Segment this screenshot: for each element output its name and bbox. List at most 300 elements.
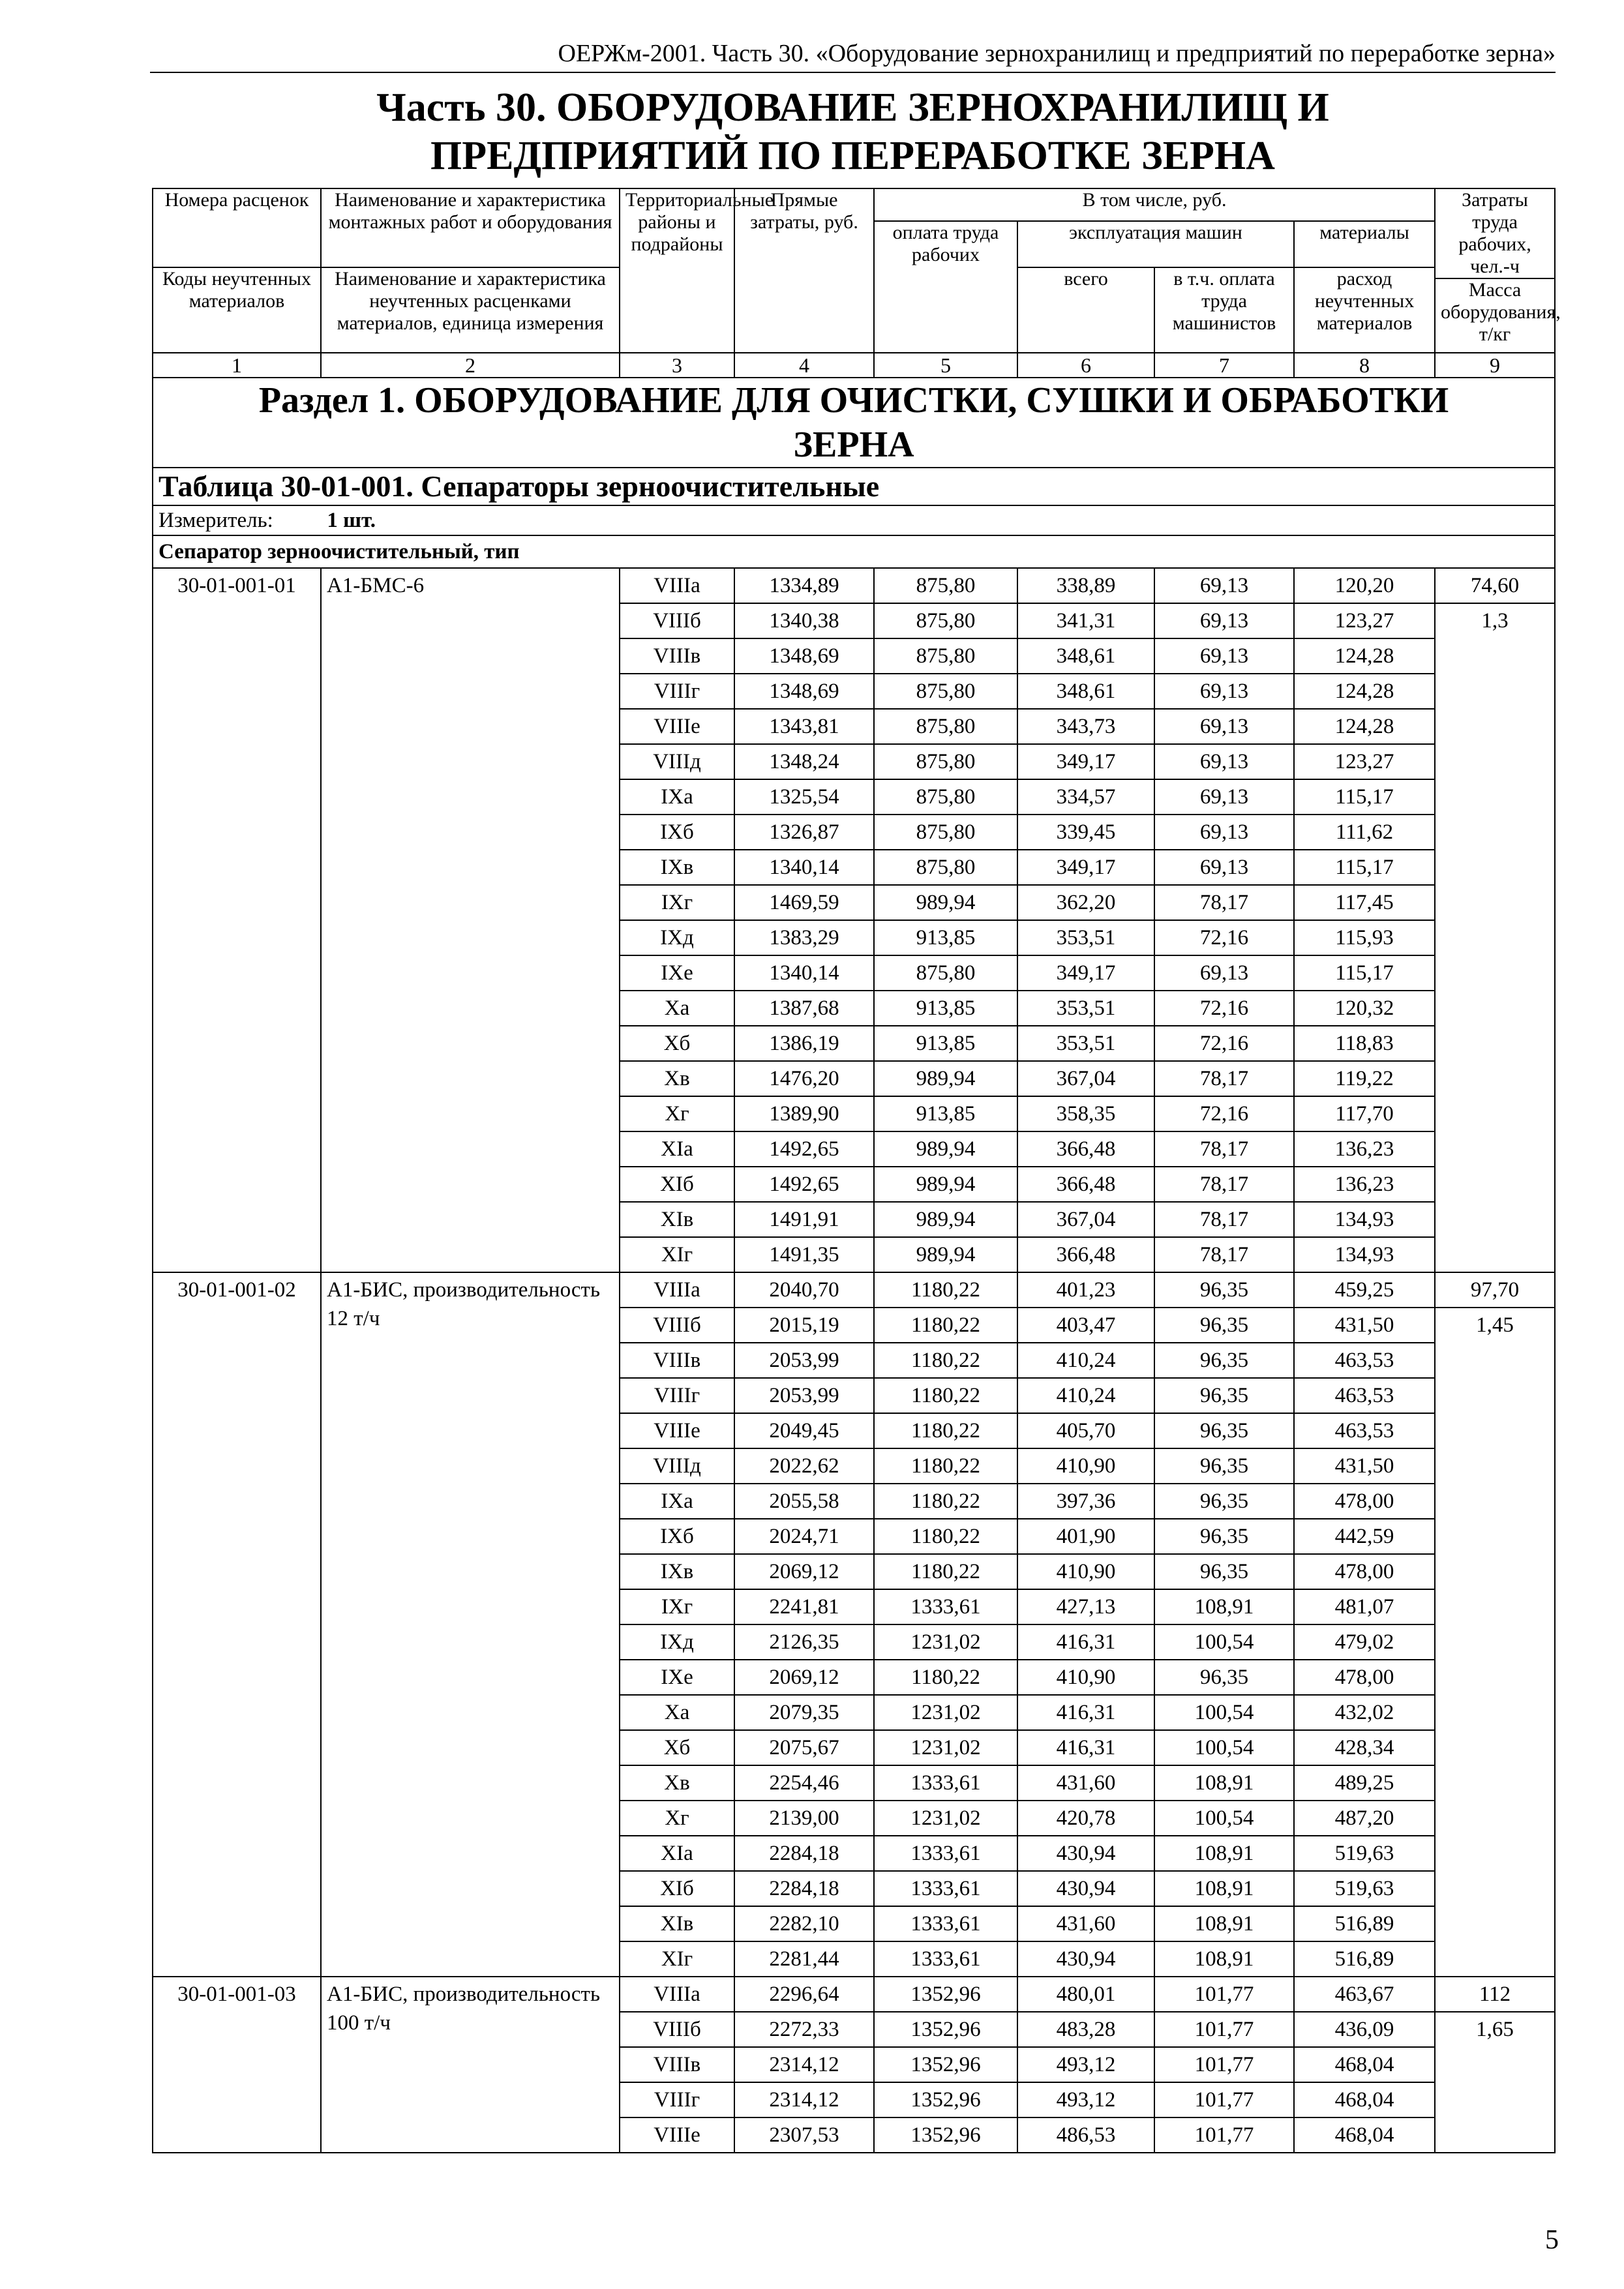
machinist-pay-cell: 108,91 — [1154, 1906, 1294, 1941]
machines-total-cell: 493,12 — [1017, 2082, 1154, 2117]
column-number: 2 — [321, 353, 620, 378]
direct-cost-cell: 1340,14 — [734, 850, 874, 885]
materials-cell: 463,53 — [1294, 1413, 1435, 1448]
materials-cell: 442,59 — [1294, 1519, 1435, 1554]
materials-cell: 436,09 — [1294, 2012, 1435, 2047]
region-cell: XIг — [620, 1941, 734, 1977]
worker-pay-cell: 1231,02 — [874, 1695, 1017, 1730]
machines-total-cell: 430,94 — [1017, 1941, 1154, 1977]
worker-pay-cell: 875,80 — [874, 744, 1017, 779]
machinist-pay-cell: 100,54 — [1154, 1801, 1294, 1836]
materials-cell: 478,00 — [1294, 1554, 1435, 1589]
equipment-mass-cell: 1,65 — [1435, 2012, 1555, 2153]
machines-total-cell: 349,17 — [1017, 744, 1154, 779]
header-material-codes: Коды неучтенных материалов — [153, 267, 321, 353]
machines-total-cell: 366,48 — [1017, 1237, 1154, 1272]
materials-cell: 115,17 — [1294, 850, 1435, 885]
region-cell: XIа — [620, 1836, 734, 1871]
materials-cell: 124,28 — [1294, 674, 1435, 709]
direct-cost-cell: 2254,46 — [734, 1765, 874, 1801]
machines-total-cell: 416,31 — [1017, 1695, 1154, 1730]
direct-cost-cell: 2053,99 — [734, 1378, 874, 1413]
direct-cost-cell: 1476,20 — [734, 1061, 874, 1096]
materials-cell: 478,00 — [1294, 1484, 1435, 1519]
direct-cost-cell: 2022,62 — [734, 1448, 874, 1484]
worker-pay-cell: 1333,61 — [874, 1906, 1017, 1941]
worker-pay-cell: 1180,22 — [874, 1554, 1017, 1589]
worker-pay-cell: 1180,22 — [874, 1413, 1017, 1448]
worker-pay-cell: 1180,22 — [874, 1378, 1017, 1413]
materials-cell: 468,04 — [1294, 2082, 1435, 2117]
worker-pay-cell: 1352,96 — [874, 2012, 1017, 2047]
direct-cost-cell: 1340,38 — [734, 603, 874, 638]
machines-total-cell: 483,28 — [1017, 2012, 1154, 2047]
machinist-pay-cell: 96,35 — [1154, 1660, 1294, 1695]
materials-cell: 111,62 — [1294, 815, 1435, 850]
column-number: 4 — [734, 353, 874, 378]
machinist-pay-cell: 72,16 — [1154, 1096, 1294, 1131]
worker-pay-cell: 1333,61 — [874, 1941, 1017, 1977]
rate-code: 30-01-001-02 — [153, 1272, 321, 1977]
materials-cell: 481,07 — [1294, 1589, 1435, 1624]
worker-pay-cell: 875,80 — [874, 603, 1017, 638]
materials-cell: 468,04 — [1294, 2047, 1435, 2082]
worker-pay-cell: 875,80 — [874, 674, 1017, 709]
machines-total-cell: 353,51 — [1017, 920, 1154, 955]
region-cell: IXд — [620, 1624, 734, 1660]
machines-total-cell: 486,53 — [1017, 2117, 1154, 2153]
machinist-pay-cell: 69,13 — [1154, 638, 1294, 674]
table-row — [153, 1977, 1555, 2012]
worker-pay-cell: 1180,22 — [874, 1660, 1017, 1695]
region-cell: VIIIг — [620, 2082, 734, 2117]
machines-total-cell: 366,48 — [1017, 1131, 1154, 1167]
worker-pay-cell: 1333,61 — [874, 1836, 1017, 1871]
worker-pay-cell: 1352,96 — [874, 2082, 1017, 2117]
materials-cell: 119,22 — [1294, 1061, 1435, 1096]
direct-cost-cell: 2314,12 — [734, 2082, 874, 2117]
materials-cell: 479,02 — [1294, 1624, 1435, 1660]
region-cell: VIIIв — [620, 1343, 734, 1378]
machines-total-cell: 427,13 — [1017, 1589, 1154, 1624]
region-cell: Xг — [620, 1801, 734, 1836]
machines-total-cell: 416,31 — [1017, 1730, 1154, 1765]
region-cell: IXа — [620, 1484, 734, 1519]
machinist-pay-cell: 108,91 — [1154, 1589, 1294, 1624]
measure-value: 1 шт. — [327, 509, 376, 532]
worker-pay-cell: 989,94 — [874, 1131, 1017, 1167]
header-machinist-pay: в т.ч. оплата труда машинистов — [1154, 267, 1294, 353]
worker-pay-cell: 1231,02 — [874, 1801, 1017, 1836]
machines-total-cell: 401,90 — [1017, 1519, 1154, 1554]
rate-code: 30-01-001-01 — [153, 568, 321, 1272]
machines-total-cell: 403,47 — [1017, 1308, 1154, 1343]
region-cell: Xв — [620, 1061, 734, 1096]
column-number: 3 — [620, 353, 734, 378]
equipment-mass-cell: 1,45 — [1435, 1308, 1555, 1977]
region-cell: VIIIа — [620, 568, 734, 603]
machines-total-cell: 401,23 — [1017, 1272, 1154, 1308]
running-head: ОЕРЖм-2001. Часть 30. «Оборудование зернохранилищ и предприятий по переработке зерна» — [150, 39, 1556, 73]
worker-pay-cell: 1231,02 — [874, 1624, 1017, 1660]
worker-pay-cell: 1180,22 — [874, 1484, 1017, 1519]
materials-cell: 428,34 — [1294, 1730, 1435, 1765]
worker-pay-cell: 989,94 — [874, 885, 1017, 920]
machinist-pay-cell: 100,54 — [1154, 1624, 1294, 1660]
machines-total-cell: 349,17 — [1017, 850, 1154, 885]
direct-cost-cell: 1325,54 — [734, 779, 874, 815]
machinist-pay-cell: 101,77 — [1154, 2012, 1294, 2047]
region-cell: XIб — [620, 1871, 734, 1906]
worker-pay-cell: 1352,96 — [874, 2117, 1017, 2153]
materials-cell: 489,25 — [1294, 1765, 1435, 1801]
materials-cell: 463,67 — [1294, 1977, 1435, 2012]
direct-cost-cell: 1348,69 — [734, 674, 874, 709]
page-title-line2: ПРЕДПРИЯТИЙ ПО ПЕРЕРАБОТКЕ ЗЕРНА — [430, 134, 1275, 178]
region-cell: IXб — [620, 815, 734, 850]
machinist-pay-cell: 96,35 — [1154, 1484, 1294, 1519]
machinist-pay-cell: 108,91 — [1154, 1836, 1294, 1871]
direct-cost-cell: 2053,99 — [734, 1343, 874, 1378]
machinist-pay-cell: 72,16 — [1154, 991, 1294, 1026]
section-title-line1: Раздел 1. ОБОРУДОВАНИЕ ДЛЯ ОЧИСТКИ, СУШКИ И ОБРАБОТКИ — [258, 380, 1449, 421]
region-cell: VIIIг — [620, 674, 734, 709]
header-including: В том числе, руб. — [874, 188, 1435, 221]
machines-total-cell: 480,01 — [1017, 1977, 1154, 2012]
machinist-pay-cell: 96,35 — [1154, 1343, 1294, 1378]
direct-cost-cell: 1383,29 — [734, 920, 874, 955]
machines-total-cell: 358,35 — [1017, 1096, 1154, 1131]
materials-cell: 431,50 — [1294, 1448, 1435, 1484]
machinist-pay-cell: 69,13 — [1154, 709, 1294, 744]
machines-total-cell: 431,60 — [1017, 1765, 1154, 1801]
region-cell: Xб — [620, 1730, 734, 1765]
direct-cost-cell: 2055,58 — [734, 1484, 874, 1519]
machinist-pay-cell: 72,16 — [1154, 1026, 1294, 1061]
machines-total-cell: 366,48 — [1017, 1167, 1154, 1202]
materials-cell: 118,83 — [1294, 1026, 1435, 1061]
direct-cost-cell: 1387,68 — [734, 991, 874, 1026]
direct-cost-cell: 2281,44 — [734, 1941, 874, 1977]
materials-cell: 124,28 — [1294, 638, 1435, 674]
materials-cell: 136,23 — [1294, 1167, 1435, 1202]
worker-pay-cell: 875,80 — [874, 955, 1017, 991]
region-cell: Xг — [620, 1096, 734, 1131]
machines-total-cell: 362,20 — [1017, 885, 1154, 920]
labor-cost-cell: 97,70 — [1435, 1272, 1555, 1308]
region-cell: Xб — [620, 1026, 734, 1061]
machines-total-cell: 430,94 — [1017, 1836, 1154, 1871]
machinist-pay-cell: 96,35 — [1154, 1519, 1294, 1554]
materials-cell: 115,17 — [1294, 955, 1435, 991]
rate-code: 30-01-001-03 — [153, 1977, 321, 2153]
region-cell: XIв — [620, 1906, 734, 1941]
machinist-pay-cell: 69,13 — [1154, 850, 1294, 885]
machinist-pay-cell: 96,35 — [1154, 1378, 1294, 1413]
region-cell: IXв — [620, 1554, 734, 1589]
direct-cost-cell: 2015,19 — [734, 1308, 874, 1343]
machinist-pay-cell: 96,35 — [1154, 1413, 1294, 1448]
materials-cell: 120,32 — [1294, 991, 1435, 1026]
machines-total-cell: 410,90 — [1017, 1554, 1154, 1589]
machines-total-cell: 397,36 — [1017, 1484, 1154, 1519]
machinist-pay-cell: 101,77 — [1154, 1977, 1294, 2012]
direct-cost-cell: 1389,90 — [734, 1096, 874, 1131]
direct-cost-cell: 2024,71 — [734, 1519, 874, 1554]
machines-total-cell: 416,31 — [1017, 1624, 1154, 1660]
region-cell: VIIIе — [620, 709, 734, 744]
region-cell: IXв — [620, 850, 734, 885]
direct-cost-cell: 2139,00 — [734, 1801, 874, 1836]
page-number: 5 — [1545, 2225, 1559, 2255]
direct-cost-cell: 2075,67 — [734, 1730, 874, 1765]
region-cell: Xв — [620, 1765, 734, 1801]
materials-cell: 124,28 — [1294, 709, 1435, 744]
header-worker-pay: оплата труда рабочих — [874, 221, 1017, 353]
materials-cell: 478,00 — [1294, 1660, 1435, 1695]
header-machine-operation: эксплуатация машин — [1017, 221, 1294, 267]
materials-cell: 123,27 — [1294, 744, 1435, 779]
region-cell: VIIIб — [620, 1308, 734, 1343]
machines-total-cell: 339,45 — [1017, 815, 1154, 850]
machines-total-cell: 410,24 — [1017, 1378, 1154, 1413]
direct-cost-cell: 2040,70 — [734, 1272, 874, 1308]
direct-cost-cell: 1469,59 — [734, 885, 874, 920]
machinist-pay-cell: 72,16 — [1154, 920, 1294, 955]
region-cell: IXг — [620, 885, 734, 920]
worker-pay-cell: 989,94 — [874, 1202, 1017, 1237]
machinist-pay-cell: 101,77 — [1154, 2047, 1294, 2082]
materials-cell: 123,27 — [1294, 603, 1435, 638]
machines-total-cell: 367,04 — [1017, 1061, 1154, 1096]
machinist-pay-cell: 78,17 — [1154, 1167, 1294, 1202]
column-number: 1 — [153, 353, 321, 378]
machines-total-cell: 353,51 — [1017, 1026, 1154, 1061]
region-cell: VIIIд — [620, 1448, 734, 1484]
region-cell: VIIIб — [620, 603, 734, 638]
machines-total-cell: 431,60 — [1017, 1906, 1154, 1941]
machinist-pay-cell: 69,13 — [1154, 955, 1294, 991]
header-rate-numbers: Номера расценок — [153, 188, 321, 267]
region-cell: VIIIд — [620, 744, 734, 779]
worker-pay-cell: 913,85 — [874, 1096, 1017, 1131]
direct-cost-cell: 2069,12 — [734, 1660, 874, 1695]
table-title: Таблица 30-01-001. Сепараторы зерноочистительные — [153, 468, 1555, 505]
region-cell: Xа — [620, 991, 734, 1026]
equipment-name: А1-БИС, производительность 100 т/ч — [321, 1977, 620, 2153]
materials-cell: 463,53 — [1294, 1378, 1435, 1413]
direct-cost-cell: 2241,81 — [734, 1589, 874, 1624]
materials-cell: 468,04 — [1294, 2117, 1435, 2153]
materials-cell: 516,89 — [1294, 1941, 1435, 1977]
worker-pay-cell: 1333,61 — [874, 1765, 1017, 1801]
machines-total-cell: 338,89 — [1017, 568, 1154, 603]
machinist-pay-cell: 69,13 — [1154, 603, 1294, 638]
machinist-pay-cell: 78,17 — [1154, 1131, 1294, 1167]
machines-total-cell: 367,04 — [1017, 1202, 1154, 1237]
direct-cost-cell: 1492,65 — [734, 1131, 874, 1167]
machines-total-cell: 348,61 — [1017, 674, 1154, 709]
column-number: 5 — [874, 353, 1017, 378]
machinist-pay-cell: 69,13 — [1154, 674, 1294, 709]
direct-cost-cell: 2126,35 — [734, 1624, 874, 1660]
region-cell: VIIIа — [620, 1977, 734, 2012]
machinist-pay-cell: 100,54 — [1154, 1730, 1294, 1765]
machinist-pay-cell: 78,17 — [1154, 1061, 1294, 1096]
worker-pay-cell: 875,80 — [874, 815, 1017, 850]
region-cell: VIIIе — [620, 2117, 734, 2153]
header-territorial-regions: Территориальные районы и подрайоны — [620, 188, 734, 353]
direct-cost-cell: 2079,35 — [734, 1695, 874, 1730]
direct-cost-cell: 2296,64 — [734, 1977, 874, 2012]
worker-pay-cell: 989,94 — [874, 1237, 1017, 1272]
direct-cost-cell: 2284,18 — [734, 1871, 874, 1906]
section-title — [153, 378, 1555, 468]
machines-total-cell: 341,31 — [1017, 603, 1154, 638]
direct-cost-cell: 2069,12 — [734, 1554, 874, 1589]
materials-cell: 134,93 — [1294, 1202, 1435, 1237]
column-number: 7 — [1154, 353, 1294, 378]
machines-total-cell: 349,17 — [1017, 955, 1154, 991]
machinist-pay-cell: 69,13 — [1154, 744, 1294, 779]
materials-cell: 463,53 — [1294, 1343, 1435, 1378]
direct-cost-cell: 1348,24 — [734, 744, 874, 779]
worker-pay-cell: 1333,61 — [874, 1871, 1017, 1906]
region-cell: Xа — [620, 1695, 734, 1730]
machines-total-cell: 420,78 — [1017, 1801, 1154, 1836]
worker-pay-cell: 1352,96 — [874, 1977, 1017, 2012]
region-cell: XIб — [620, 1167, 734, 1202]
worker-pay-cell: 1180,22 — [874, 1519, 1017, 1554]
machines-total-cell: 343,73 — [1017, 709, 1154, 744]
region-cell: VIIIб — [620, 2012, 734, 2047]
materials-cell: 117,45 — [1294, 885, 1435, 920]
direct-cost-cell: 1343,81 — [734, 709, 874, 744]
materials-cell: 487,20 — [1294, 1801, 1435, 1836]
machinist-pay-cell: 96,35 — [1154, 1554, 1294, 1589]
machinist-pay-cell: 78,17 — [1154, 885, 1294, 920]
header-machines-total: всего — [1017, 267, 1154, 353]
materials-cell: 115,17 — [1294, 779, 1435, 815]
direct-cost-cell: 1334,89 — [734, 568, 874, 603]
worker-pay-cell: 1333,61 — [874, 1589, 1017, 1624]
group-title: Сепаратор зерноочистительный, тип — [153, 535, 1555, 568]
materials-cell: 431,50 — [1294, 1308, 1435, 1343]
header-equipment-mass: Масса оборудования, т/кг — [1435, 278, 1555, 353]
worker-pay-cell: 875,80 — [874, 638, 1017, 674]
machinist-pay-cell: 108,91 — [1154, 1765, 1294, 1801]
worker-pay-cell: 875,80 — [874, 850, 1017, 885]
column-number: 9 — [1435, 353, 1555, 378]
header-labor-costs: Затраты труда рабочих, чел.-ч — [1435, 188, 1555, 278]
direct-cost-cell: 2307,53 — [734, 2117, 874, 2153]
column-number: 8 — [1294, 353, 1435, 378]
machines-total-cell: 334,57 — [1017, 779, 1154, 815]
table-row — [153, 568, 1555, 603]
region-cell: VIIIа — [620, 1272, 734, 1308]
worker-pay-cell: 989,94 — [874, 1167, 1017, 1202]
worker-pay-cell: 875,80 — [874, 568, 1017, 603]
labor-cost-cell: 74,60 — [1435, 568, 1555, 603]
price-table — [152, 188, 1561, 2153]
region-cell: IXе — [620, 1660, 734, 1695]
materials-cell: 432,02 — [1294, 1695, 1435, 1730]
worker-pay-cell: 1180,22 — [874, 1448, 1017, 1484]
machines-total-cell: 348,61 — [1017, 638, 1154, 674]
direct-cost-cell: 1491,91 — [734, 1202, 874, 1237]
worker-pay-cell: 913,85 — [874, 920, 1017, 955]
header-materials: материалы — [1294, 221, 1435, 267]
region-cell: IXе — [620, 955, 734, 991]
machinist-pay-cell: 108,91 — [1154, 1871, 1294, 1906]
materials-cell: 134,93 — [1294, 1237, 1435, 1272]
machinist-pay-cell: 101,77 — [1154, 2117, 1294, 2153]
machinist-pay-cell: 96,35 — [1154, 1448, 1294, 1484]
direct-cost-cell: 1348,69 — [734, 638, 874, 674]
worker-pay-cell: 913,85 — [874, 991, 1017, 1026]
materials-cell: 516,89 — [1294, 1906, 1435, 1941]
materials-cell: 115,93 — [1294, 920, 1435, 955]
region-cell: XIг — [620, 1237, 734, 1272]
worker-pay-cell: 875,80 — [874, 779, 1017, 815]
header-direct-costs: Прямые затраты, руб. — [734, 188, 874, 353]
worker-pay-cell: 1180,22 — [874, 1272, 1017, 1308]
region-cell: IXа — [620, 779, 734, 815]
page-title-line1: Часть 30. ОБОРУДОВАНИЕ ЗЕРНОХРАНИЛИЩ И — [376, 85, 1329, 130]
machinist-pay-cell: 69,13 — [1154, 815, 1294, 850]
worker-pay-cell: 1352,96 — [874, 2047, 1017, 2082]
machines-total-cell: 353,51 — [1017, 991, 1154, 1026]
direct-cost-cell: 2314,12 — [734, 2047, 874, 2082]
machinist-pay-cell: 78,17 — [1154, 1237, 1294, 1272]
machines-total-cell: 410,90 — [1017, 1660, 1154, 1695]
region-cell: IXб — [620, 1519, 734, 1554]
direct-cost-cell: 2282,10 — [734, 1906, 874, 1941]
machinist-pay-cell: 78,17 — [1154, 1202, 1294, 1237]
region-cell: VIIIг — [620, 1378, 734, 1413]
region-cell: VIIIв — [620, 638, 734, 674]
machinist-pay-cell: 69,13 — [1154, 779, 1294, 815]
materials-cell: 136,23 — [1294, 1131, 1435, 1167]
worker-pay-cell: 875,80 — [874, 709, 1017, 744]
section-title-line2: ЗЕРНА — [793, 425, 914, 465]
worker-pay-cell: 1180,22 — [874, 1308, 1017, 1343]
region-cell: IXд — [620, 920, 734, 955]
measure-label: Измеритель: — [158, 509, 273, 532]
direct-cost-cell: 1492,65 — [734, 1167, 874, 1202]
machinist-pay-cell: 100,54 — [1154, 1695, 1294, 1730]
region-cell: XIв — [620, 1202, 734, 1237]
region-cell: VIIIе — [620, 1413, 734, 1448]
materials-cell: 519,63 — [1294, 1871, 1435, 1906]
page-title — [150, 83, 1556, 180]
table-row — [153, 1272, 1555, 1308]
direct-cost-cell: 1386,19 — [734, 1026, 874, 1061]
region-cell: XIа — [620, 1131, 734, 1167]
measure-unit — [153, 505, 1555, 535]
machinist-pay-cell: 101,77 — [1154, 2082, 1294, 2117]
machinist-pay-cell: 96,35 — [1154, 1308, 1294, 1343]
machinist-pay-cell: 108,91 — [1154, 1941, 1294, 1977]
machines-total-cell: 430,94 — [1017, 1871, 1154, 1906]
header-material-consumption: расход неучтенных материалов — [1294, 267, 1435, 353]
worker-pay-cell: 1231,02 — [874, 1730, 1017, 1765]
direct-cost-cell: 1326,87 — [734, 815, 874, 850]
direct-cost-cell: 2049,45 — [734, 1413, 874, 1448]
worker-pay-cell: 989,94 — [874, 1061, 1017, 1096]
worker-pay-cell: 1180,22 — [874, 1343, 1017, 1378]
header-work-name: Наименование и характеристика монтажных работ и оборудования — [321, 188, 620, 267]
